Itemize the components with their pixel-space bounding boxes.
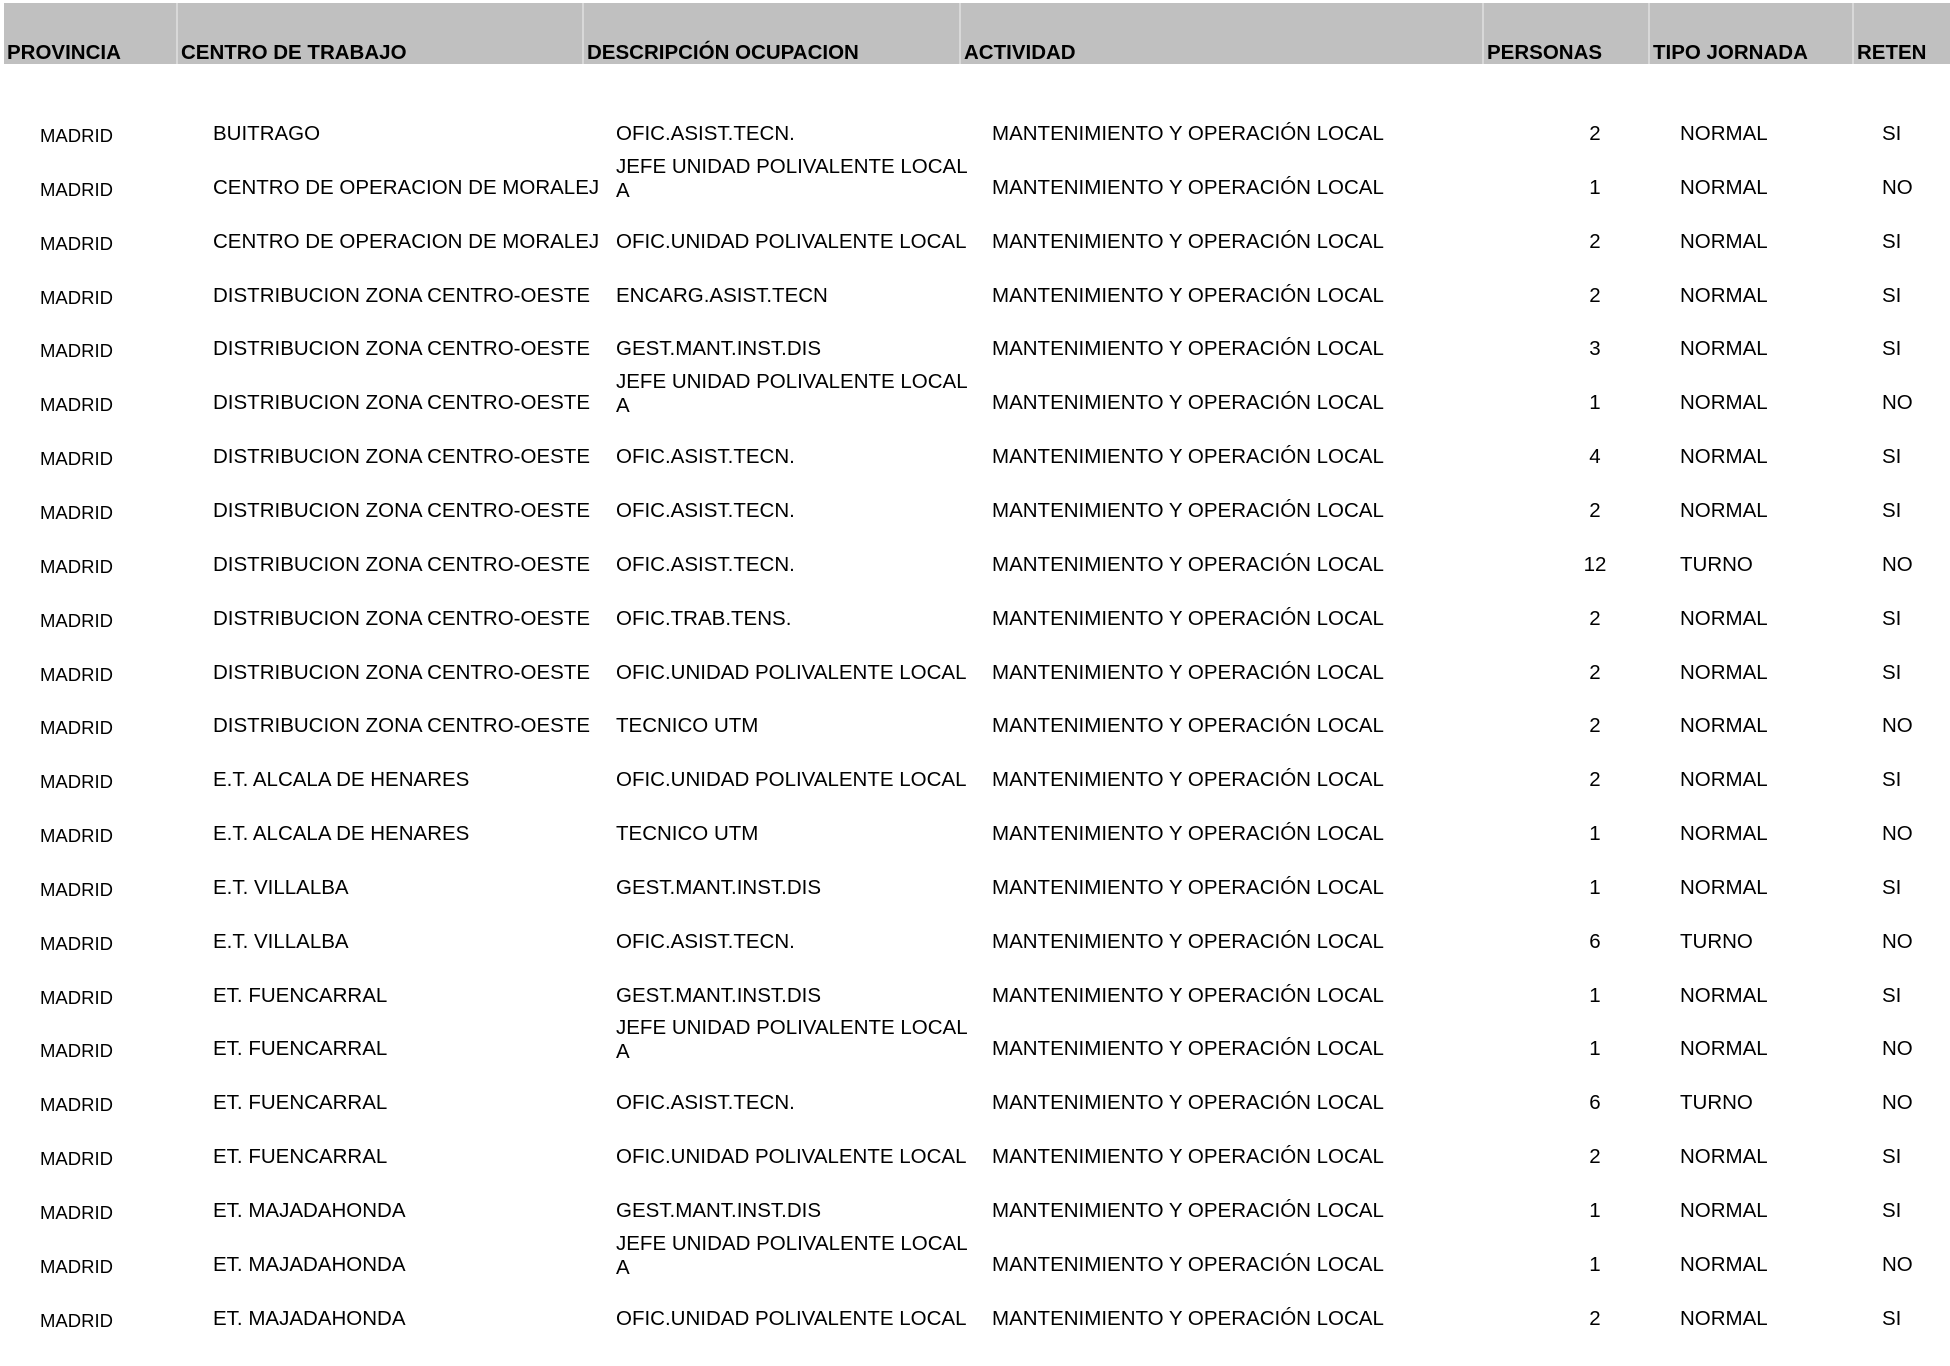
cell-tipo-jornada: NORMAL: [1680, 822, 1768, 846]
cell-descripcion-line1: JEFE UNIDAD POLIVALENTE LOCAL: [616, 1231, 968, 1255]
cell-actividad: MANTENIMIENTO Y OPERACIÓN LOCAL: [992, 337, 1384, 361]
cell-actividad: MANTENIMIENTO Y OPERACIÓN LOCAL: [992, 822, 1384, 846]
cell-descripcion: GEST.MANT.INST.DIS: [616, 337, 822, 361]
cell-personas: 2: [1589, 122, 1601, 145]
cell-personas: 1: [1589, 175, 1601, 199]
table-row: [0, 690, 1950, 744]
cell-provincia: MADRID: [40, 232, 113, 254]
cell-actividad: MANTENIMIENTO Y OPERACIÓN LOCAL: [992, 552, 1384, 576]
cell-personas: 1: [1589, 391, 1601, 415]
cell-descripcion-line2: A: [616, 178, 630, 202]
table-row: [0, 529, 1950, 583]
cell-tipo-jornada: NORMAL: [1680, 714, 1768, 738]
cell-reten: SI: [1882, 983, 1902, 1007]
header-personas: [1484, 3, 1650, 64]
cell-actividad: MANTENIMIENTO Y OPERACIÓN LOCAL: [992, 606, 1384, 630]
cell-centro-trabajo: ET. FUENCARRAL: [213, 1145, 388, 1169]
cell-actividad: MANTENIMIENTO Y OPERACIÓN LOCAL: [992, 875, 1384, 899]
cell-tipo-jornada: NORMAL: [1680, 337, 1768, 361]
cell-tipo-jornada: NORMAL: [1680, 1199, 1768, 1222]
cell-centro-trabajo: DISTRIBUCION ZONA CENTRO-OESTE: [213, 445, 590, 469]
cell-reten: SI: [1882, 445, 1902, 469]
cell-descripcion: GEST.MANT.INST.DIS: [616, 875, 822, 899]
cell-tipo-jornada: NORMAL: [1680, 606, 1768, 630]
cell-actividad: MANTENIMIENTO Y OPERACIÓN LOCAL: [992, 283, 1384, 307]
cell-reten: NO: [1882, 929, 1913, 953]
cell-centro-trabajo: CENTRO DE OPERACION DE MORALEJ: [213, 175, 600, 199]
cell-descripcion-line2: A: [616, 1255, 630, 1279]
cell-personas: 2: [1589, 498, 1601, 522]
cell-provincia: MADRID: [40, 986, 113, 1008]
header-tipo-jornada: [1650, 3, 1854, 64]
cell-tipo-jornada: NORMAL: [1680, 983, 1768, 1007]
table-row: [0, 798, 1950, 852]
table-row: [0, 313, 1950, 367]
header-descripcion-label: DESCRIPCIÓN OCUPACION: [587, 40, 859, 64]
cell-personas: 1: [1589, 983, 1601, 1007]
header-provincia-label: PROVINCIA: [7, 40, 121, 64]
cell-tipo-jornada: NORMAL: [1680, 175, 1768, 199]
cell-tipo-jornada: TURNO: [1680, 1091, 1753, 1115]
cell-tipo-jornada: NORMAL: [1680, 1306, 1768, 1330]
cell-centro-trabajo: ET. FUENCARRAL: [213, 1091, 388, 1115]
cell-actividad: MANTENIMIENTO Y OPERACIÓN LOCAL: [992, 175, 1384, 199]
cell-personas: 12: [1583, 552, 1607, 576]
cell-centro-trabajo: ET. MAJADAHONDA: [213, 1252, 406, 1276]
cell-provincia: MADRID: [40, 663, 113, 685]
cell-actividad: MANTENIMIENTO Y OPERACIÓN LOCAL: [992, 391, 1384, 415]
cell-provincia: MADRID: [40, 1148, 113, 1170]
cell-actividad: MANTENIMIENTO Y OPERACIÓN LOCAL: [992, 768, 1384, 792]
table-row: [0, 852, 1950, 906]
cell-personas: 2: [1589, 283, 1601, 307]
cell-provincia: MADRID: [40, 1094, 113, 1116]
cell-centro-trabajo: DISTRIBUCION ZONA CENTRO-OESTE: [213, 552, 590, 576]
cell-actividad: MANTENIMIENTO Y OPERACIÓN LOCAL: [992, 660, 1384, 684]
cell-reten: SI: [1882, 768, 1902, 792]
cell-reten: NO: [1882, 391, 1913, 415]
cell-personas: 1: [1589, 822, 1601, 846]
cell-reten: SI: [1882, 122, 1902, 145]
cell-actividad: MANTENIMIENTO Y OPERACIÓN LOCAL: [992, 229, 1384, 253]
cell-descripcion: TECNICO UTM: [616, 822, 759, 846]
cell-reten: NO: [1882, 552, 1913, 576]
cell-provincia: MADRID: [40, 717, 113, 739]
cell-tipo-jornada: NORMAL: [1680, 445, 1768, 469]
cell-tipo-jornada: TURNO: [1680, 929, 1753, 953]
cell-provincia: MADRID: [40, 1202, 113, 1223]
cell-centro-trabajo: DISTRIBUCION ZONA CENTRO-OESTE: [213, 714, 590, 738]
cell-provincia: MADRID: [40, 825, 113, 847]
table-row: [0, 475, 1950, 529]
cell-descripcion: [616, 1016, 996, 1070]
table-row: [0, 1229, 1950, 1283]
table-row: [0, 637, 1950, 691]
cell-personas: 1: [1589, 875, 1601, 899]
cell-provincia: MADRID: [40, 1255, 113, 1277]
cell-tipo-jornada: NORMAL: [1680, 122, 1768, 145]
cell-provincia: MADRID: [40, 501, 113, 523]
cell-descripcion-line2: A: [616, 1040, 630, 1064]
table-row: [0, 1013, 1950, 1067]
cell-tipo-jornada: NORMAL: [1680, 1145, 1768, 1169]
table-row: [0, 1121, 1950, 1175]
cell-tipo-jornada: NORMAL: [1680, 768, 1768, 792]
cell-centro-trabajo: E.T. ALCALA DE HENARES: [213, 768, 470, 792]
cell-provincia: MADRID: [40, 394, 113, 416]
cell-reten: SI: [1882, 337, 1902, 361]
cell-descripcion-line1: JEFE UNIDAD POLIVALENTE LOCAL: [616, 370, 968, 394]
table-row: [0, 367, 1950, 421]
cell-reten: SI: [1882, 1306, 1902, 1330]
cell-reten: NO: [1882, 1091, 1913, 1115]
cell-actividad: MANTENIMIENTO Y OPERACIÓN LOCAL: [992, 714, 1384, 738]
cell-descripcion: OFIC.ASIST.TECN.: [616, 498, 795, 522]
cell-descripcion: TECNICO UTM: [616, 714, 759, 738]
cell-reten: NO: [1882, 822, 1913, 846]
cell-provincia: MADRID: [40, 448, 113, 470]
cell-descripcion: OFIC.UNIDAD POLIVALENTE LOCAL: [616, 229, 967, 253]
cell-provincia: MADRID: [40, 555, 113, 577]
cell-descripcion-line2: A: [616, 394, 630, 418]
cell-provincia: MADRID: [40, 1309, 113, 1331]
cell-descripcion: OFIC.ASIST.TECN.: [616, 122, 795, 145]
cell-personas: 6: [1589, 1091, 1601, 1115]
cell-centro-trabajo: DISTRIBUCION ZONA CENTRO-OESTE: [213, 498, 590, 522]
cell-actividad: MANTENIMIENTO Y OPERACIÓN LOCAL: [992, 122, 1384, 145]
header-centro: [178, 3, 584, 64]
cell-personas: 1: [1589, 1037, 1601, 1061]
header-actividad: [961, 3, 1484, 64]
header-tipo-jornada-label: TIPO JORNADA: [1653, 40, 1808, 64]
cell-reten: SI: [1882, 229, 1902, 253]
cell-centro-trabajo: ET. MAJADAHONDA: [213, 1199, 406, 1222]
cell-centro-trabajo: DISTRIBUCION ZONA CENTRO-OESTE: [213, 283, 590, 307]
table-row: [0, 98, 1950, 152]
header-reten-label: RETEN: [1857, 40, 1927, 64]
cell-centro-trabajo: E.T. ALCALA DE HENARES: [213, 822, 470, 846]
cell-centro-trabajo: BUITRAGO: [213, 122, 321, 145]
cell-centro-trabajo: E.T. VILLALBA: [213, 929, 349, 953]
cell-centro-trabajo: E.T. VILLALBA: [213, 875, 349, 899]
table-row: [0, 960, 1950, 1014]
cell-descripcion: [616, 1232, 996, 1286]
cell-personas: 3: [1589, 337, 1601, 361]
cell-descripcion: ENCARG.ASIST.TECN: [616, 283, 828, 307]
table-row: [0, 906, 1950, 960]
cell-provincia: MADRID: [40, 609, 113, 631]
table-row: [0, 1175, 1950, 1229]
cell-personas: 1: [1589, 1199, 1601, 1222]
cell-descripcion: OFIC.UNIDAD POLIVALENTE LOCAL: [616, 768, 967, 792]
cell-centro-trabajo: DISTRIBUCION ZONA CENTRO-OESTE: [213, 606, 590, 630]
cell-personas: 2: [1589, 229, 1601, 253]
table-row: [0, 152, 1950, 206]
cell-descripcion: GEST.MANT.INST.DIS: [616, 983, 822, 1007]
cell-actividad: MANTENIMIENTO Y OPERACIÓN LOCAL: [992, 445, 1384, 469]
cell-provincia: MADRID: [40, 340, 113, 362]
cell-tipo-jornada: NORMAL: [1680, 1252, 1768, 1276]
cell-tipo-jornada: NORMAL: [1680, 1037, 1768, 1061]
cell-provincia: MADRID: [40, 178, 113, 200]
cell-tipo-jornada: NORMAL: [1680, 391, 1768, 415]
cell-descripcion: OFIC.ASIST.TECN.: [616, 1091, 795, 1115]
table-row: [0, 1067, 1950, 1121]
cell-centro-trabajo: ET. FUENCARRAL: [213, 1037, 388, 1061]
header-reten: [1854, 3, 1950, 64]
header-actividad-label: ACTIVIDAD: [964, 40, 1076, 64]
cell-personas: 2: [1589, 660, 1601, 684]
cell-descripcion: OFIC.UNIDAD POLIVALENTE LOCAL: [616, 1306, 967, 1330]
cell-reten: SI: [1882, 875, 1902, 899]
cell-reten: SI: [1882, 283, 1902, 307]
cell-tipo-jornada: NORMAL: [1680, 229, 1768, 253]
header-personas-label: PERSONAS: [1487, 40, 1603, 64]
cell-personas: 2: [1589, 768, 1601, 792]
cell-reten: NO: [1882, 714, 1913, 738]
cell-centro-trabajo: DISTRIBUCION ZONA CENTRO-OESTE: [213, 337, 590, 361]
table-row: [0, 260, 1950, 314]
table-row: [0, 206, 1950, 260]
cell-descripcion: OFIC.ASIST.TECN.: [616, 552, 795, 576]
cell-actividad: MANTENIMIENTO Y OPERACIÓN LOCAL: [992, 929, 1384, 953]
cell-reten: SI: [1882, 498, 1902, 522]
cell-reten: NO: [1882, 175, 1913, 199]
cell-descripcion: OFIC.UNIDAD POLIVALENTE LOCAL: [616, 1145, 967, 1169]
cell-personas: 6: [1589, 929, 1601, 953]
cell-descripcion: OFIC.UNIDAD POLIVALENTE LOCAL: [616, 660, 967, 684]
cell-descripcion: GEST.MANT.INST.DIS: [616, 1199, 822, 1222]
cell-reten: NO: [1882, 1037, 1913, 1061]
cell-personas: 1: [1589, 1252, 1601, 1276]
cell-centro-trabajo: DISTRIBUCION ZONA CENTRO-OESTE: [213, 391, 590, 415]
cell-provincia: MADRID: [40, 771, 113, 793]
table-header: [4, 3, 1950, 64]
table-row: [0, 421, 1950, 475]
cell-centro-trabajo: DISTRIBUCION ZONA CENTRO-OESTE: [213, 660, 590, 684]
cell-descripcion: [616, 370, 996, 424]
cell-reten: SI: [1882, 660, 1902, 684]
cell-descripcion: OFIC.TRAB.TENS.: [616, 606, 792, 630]
cell-centro-trabajo: ET. FUENCARRAL: [213, 983, 388, 1007]
cell-centro-trabajo: ET. MAJADAHONDA: [213, 1306, 406, 1330]
header-centro-label: CENTRO DE TRABAJO: [181, 40, 407, 64]
cell-personas: 2: [1589, 606, 1601, 630]
cell-provincia: MADRID: [40, 932, 113, 954]
cell-personas: 2: [1589, 1306, 1601, 1330]
cell-provincia: MADRID: [40, 878, 113, 900]
cell-actividad: MANTENIMIENTO Y OPERACIÓN LOCAL: [992, 1091, 1384, 1115]
cell-provincia: MADRID: [40, 125, 113, 146]
cell-actividad: MANTENIMIENTO Y OPERACIÓN LOCAL: [992, 983, 1384, 1007]
cell-descripcion-line1: JEFE UNIDAD POLIVALENTE LOCAL: [616, 1016, 968, 1040]
cell-tipo-jornada: NORMAL: [1680, 660, 1768, 684]
cell-actividad: MANTENIMIENTO Y OPERACIÓN LOCAL: [992, 1145, 1384, 1169]
cell-tipo-jornada: NORMAL: [1680, 875, 1768, 899]
cell-personas: 2: [1589, 1145, 1601, 1169]
cell-reten: SI: [1882, 1145, 1902, 1169]
cell-personas: 2: [1589, 714, 1601, 738]
cell-descripcion: OFIC.ASIST.TECN.: [616, 929, 795, 953]
cell-tipo-jornada: NORMAL: [1680, 283, 1768, 307]
cell-provincia: MADRID: [40, 286, 113, 308]
table-row: [0, 583, 1950, 637]
cell-reten: NO: [1882, 1252, 1913, 1276]
cell-actividad: MANTENIMIENTO Y OPERACIÓN LOCAL: [992, 1252, 1384, 1276]
table-row: [0, 744, 1950, 798]
cell-personas: 4: [1589, 445, 1601, 469]
header-descripcion: [584, 3, 961, 64]
cell-centro-trabajo: CENTRO DE OPERACION DE MORALEJ: [213, 229, 600, 253]
cell-tipo-jornada: TURNO: [1680, 552, 1753, 576]
cell-descripcion: [616, 155, 996, 209]
cell-reten: SI: [1882, 1199, 1902, 1222]
cell-tipo-jornada: NORMAL: [1680, 498, 1768, 522]
cell-descripcion-line1: JEFE UNIDAD POLIVALENTE LOCAL: [616, 154, 968, 178]
cell-descripcion: OFIC.ASIST.TECN.: [616, 445, 795, 469]
cell-provincia: MADRID: [40, 1040, 113, 1062]
cell-actividad: MANTENIMIENTO Y OPERACIÓN LOCAL: [992, 1199, 1384, 1222]
cell-actividad: MANTENIMIENTO Y OPERACIÓN LOCAL: [992, 498, 1384, 522]
cell-actividad: MANTENIMIENTO Y OPERACIÓN LOCAL: [992, 1306, 1384, 1330]
header-provincia: [4, 3, 178, 64]
cell-actividad: MANTENIMIENTO Y OPERACIÓN LOCAL: [992, 1037, 1384, 1061]
table-row: [0, 1283, 1950, 1337]
cell-reten: SI: [1882, 606, 1902, 630]
